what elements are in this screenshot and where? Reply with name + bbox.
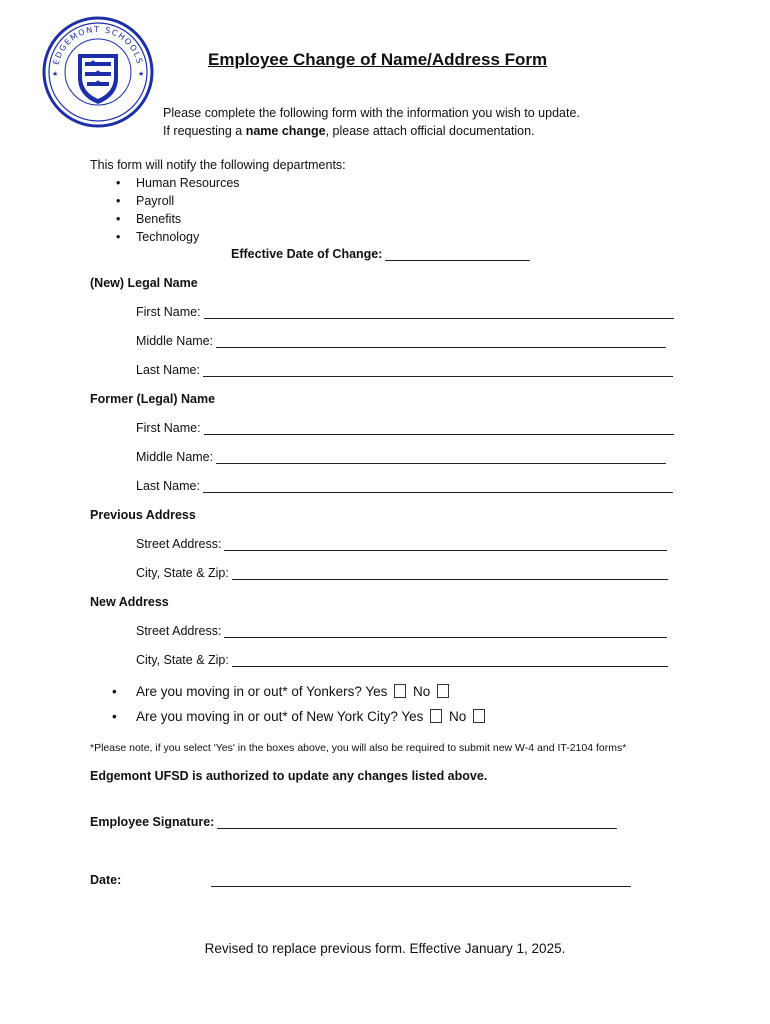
field-label: First Name:	[136, 305, 201, 319]
svg-text:★: ★	[138, 71, 145, 78]
field-label: First Name:	[136, 421, 201, 435]
intro-line-2-prefix: If requesting a	[163, 124, 246, 138]
w4-note: *Please note, if you select 'Yes' in the boxes above, you will also be required to submit new W-4 and IT-2104 forms*	[90, 742, 627, 754]
effective-date-label: Effective Date of Change:	[231, 247, 383, 261]
input-line[interactable]	[224, 540, 667, 551]
no-checkbox[interactable]	[473, 709, 485, 723]
notify-section	[90, 156, 346, 246]
new-address-heading: New Address	[90, 595, 169, 609]
input-line[interactable]	[232, 569, 668, 580]
yonkers-question	[112, 684, 449, 699]
department-item: • Technology	[136, 228, 346, 246]
former-middle-name-field[interactable]	[136, 450, 666, 464]
edgemont-seal-logo	[42, 16, 154, 128]
no-label: No	[448, 709, 467, 724]
no-checkbox[interactable]	[437, 684, 449, 698]
yes-checkbox[interactable]	[394, 684, 406, 698]
input-line[interactable]	[216, 453, 666, 464]
field-label: City, State & Zip:	[136, 566, 229, 580]
input-line[interactable]	[204, 308, 674, 319]
date-field[interactable]	[90, 873, 631, 887]
revision-footer: Revised to replace previous form. Effective January 1, 2025.	[204, 941, 566, 956]
former-name-heading: Former (Legal) Name	[90, 392, 216, 406]
date-line[interactable]	[211, 876, 631, 887]
yes-checkbox[interactable]	[430, 709, 442, 723]
input-line[interactable]	[203, 366, 673, 377]
intro-line-2	[163, 122, 580, 140]
notify-label: This form will notify the following departments:	[90, 158, 346, 172]
question-text: Are you moving in or out* of Yonkers? Yes	[136, 684, 388, 699]
input-line[interactable]	[224, 627, 667, 638]
new-first-name-field[interactable]	[136, 305, 674, 319]
svg-text:★: ★	[52, 71, 59, 78]
previous-city-field[interactable]	[136, 566, 668, 580]
date-label: Date:	[90, 873, 122, 887]
field-label: Last Name:	[136, 479, 200, 493]
effective-date-field[interactable]	[231, 247, 530, 261]
no-label: No	[412, 684, 431, 699]
new-city-field[interactable]	[136, 653, 668, 667]
department-item: • Payroll	[136, 192, 346, 210]
input-line[interactable]	[216, 337, 666, 348]
input-line[interactable]	[203, 482, 673, 493]
input-line[interactable]	[232, 656, 668, 667]
new-street-field[interactable]	[136, 624, 667, 638]
department-item: • Benefits	[136, 210, 346, 228]
intro-text	[163, 104, 580, 140]
department-list	[90, 174, 346, 246]
signature-line[interactable]	[217, 818, 617, 829]
previous-address-heading: Previous Address	[90, 508, 196, 522]
field-label: Middle Name:	[136, 450, 214, 464]
signature-label: Employee Signature:	[90, 815, 215, 829]
intro-line-2-bold: name change	[245, 124, 326, 138]
form-title: Employee Change of Name/Address Form	[208, 50, 548, 69]
question-text: Are you moving in or out* of New York City? Yes	[136, 709, 424, 724]
previous-street-field[interactable]	[136, 537, 667, 551]
new-last-name-field[interactable]	[136, 363, 673, 377]
employee-signature-field[interactable]	[90, 815, 617, 829]
bullet: •	[112, 709, 117, 724]
new-legal-name-heading: (New) Legal Name	[90, 276, 198, 290]
seal-text: EDGEMONT SCHOOLS	[51, 24, 145, 66]
intro-line-1: Please complete the following form with the information you wish to update.	[163, 106, 580, 120]
field-label: Street Address:	[136, 537, 222, 551]
new-middle-name-field[interactable]	[136, 334, 666, 348]
field-label: Middle Name:	[136, 334, 214, 348]
former-first-name-field[interactable]	[136, 421, 674, 435]
bullet: •	[112, 684, 117, 699]
field-label: Last Name:	[136, 363, 200, 377]
field-label: City, State & Zip:	[136, 653, 229, 667]
effective-date-line[interactable]	[385, 250, 530, 261]
field-label: Street Address:	[136, 624, 222, 638]
intro-line-2-suffix: , please attach official documentation.	[325, 124, 535, 138]
department-item: • Human Resources	[136, 174, 346, 192]
input-line[interactable]	[204, 424, 674, 435]
authorization-statement: Edgemont UFSD is authorized to update any changes listed above.	[90, 769, 488, 783]
former-last-name-field[interactable]	[136, 479, 673, 493]
nyc-question	[112, 709, 485, 724]
